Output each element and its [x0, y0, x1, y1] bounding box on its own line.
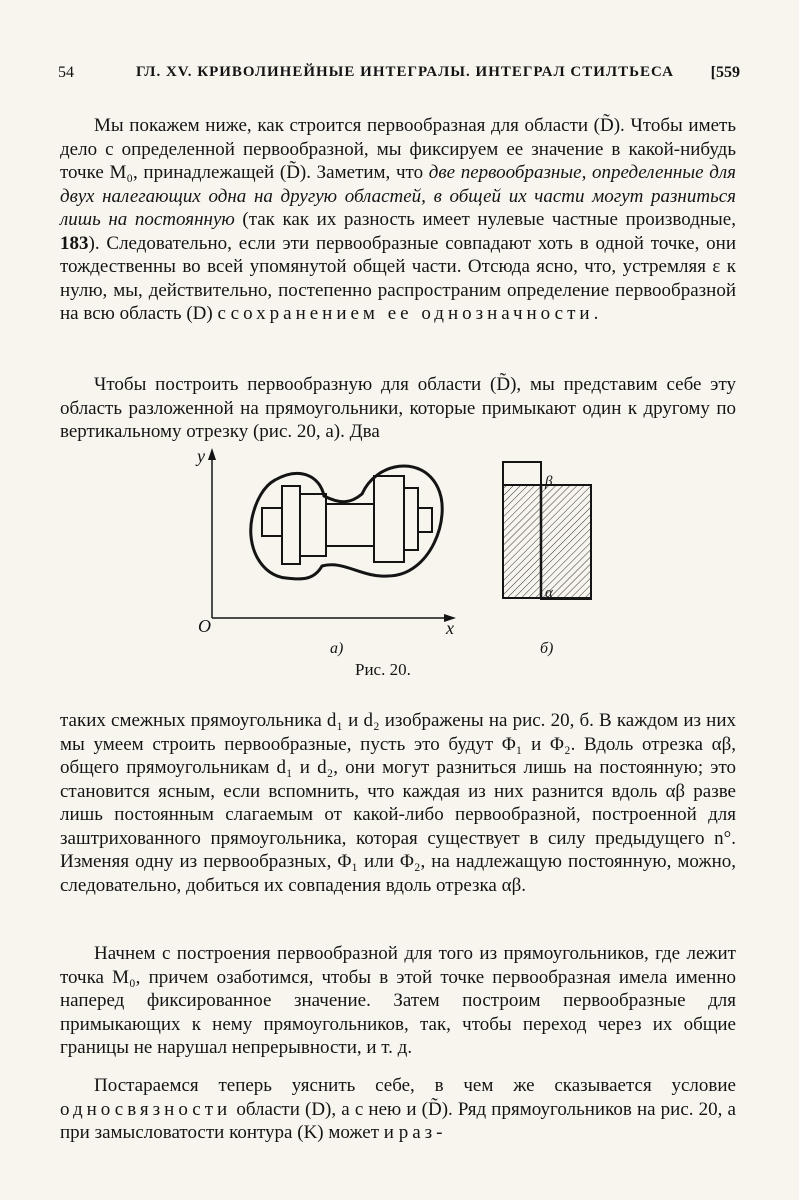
para5-spaced-word: односвязности: [60, 1098, 232, 1120]
para5-spaced-hyphen: раз-: [398, 1122, 447, 1143]
paragraph-2: [60, 373, 736, 444]
page-number: 54: [58, 64, 74, 81]
origin-label: O: [198, 616, 211, 636]
para1-text-c: (так как их разность имеет нулевые частные производные,: [234, 209, 736, 230]
para5-text-c: области (D), а с нею и (D̃). Ряд прямоугольников на рис. 20, а при замысловатости контура (K) может и: [60, 1098, 736, 1143]
region-rect: [418, 508, 432, 532]
figure-caption: Рис. 20.: [355, 660, 411, 679]
para1-italic-statement: две первообразные, определенные для двух налегающих одна на другую областей, в общей их части могут разниться лишь на постоянную: [60, 162, 736, 230]
paragraph-1: [60, 114, 736, 326]
region-rect: [262, 508, 282, 536]
region-rect: [404, 488, 418, 550]
axis-y-label: y: [197, 446, 205, 466]
paragraph-5: [60, 1074, 736, 1145]
paragraph-4: [60, 942, 736, 1060]
figure-b-label: б): [540, 640, 554, 657]
region-contour: [251, 466, 442, 579]
paragraph-3: [60, 709, 736, 897]
y-axis-arrow-icon: [208, 448, 216, 460]
axis-x-label: x: [446, 618, 454, 638]
point-beta-label: β: [545, 474, 553, 490]
para5-text-a: Постараемся теперь уяснить себе, в чем же сказывается условие: [94, 1075, 736, 1096]
para1-spaced-phrase: сохранением ее однозначности: [230, 303, 594, 324]
para4-text: Начнем с построения первообразной для того из прямоугольников, где лежит точка M₀, причем озаботимся, чтобы в этой точке первообразная имела именно наперед фиксированное значение. Затем построим первообразные для примыкающих к нему прямоугольников, так, чтобы переход через их общие границы не нарушал непрерывности, и т. д.: [60, 943, 736, 1058]
section-number: [559: [710, 64, 740, 81]
page-header: [58, 64, 740, 88]
para1-text-g: .: [593, 303, 599, 324]
running-title: ГЛ. XV. КРИВОЛИНЕЙНЫЕ ИНТЕГРАЛЫ. ИНТЕГРАЛ СТИЛТЬЕСА: [136, 64, 674, 80]
region-rect: [282, 486, 300, 564]
para1-reference: 183: [60, 232, 89, 254]
region-rect: [326, 504, 374, 546]
para1-text-a: Мы покажем ниже, как строится первообразная для области (D̃). Чтобы иметь дело с определенной первообразной, мы фиксируем ее значение в какой-нибудь точке M₀, принадлежащей (D̃). Заметим, что: [60, 115, 736, 183]
hatched-rectangle: [503, 485, 591, 598]
region-rect: [374, 476, 404, 562]
region-rect: [300, 494, 326, 556]
point-alpha-label: α: [545, 585, 553, 601]
figure-20: [190, 448, 610, 688]
para1-text-e: ). Следовательно, если эти первообразные совпадают хоть в одной точке, они тождественны во всей упомянутой общей части. Отсюда ясно, что, устремляя ε к нулю, мы, действительно, постепенно распространим определение первообразной на всю область (D) с: [60, 232, 736, 324]
para2-text: Чтобы построить первообразную для области (D̃), мы представим себе эту область разложенной на прямоугольники, которые примыкают один к другому по вертикальному отрезку (рис. 20, а). Два: [60, 374, 736, 442]
figure-a-label: а): [330, 640, 344, 657]
para3-text: таких смежных прямоугольника d₁ и d₂ изображены на рис. 20, б. В каждом из них мы умеем строить первообразные, пусть это будут Φ₁ и Φ₂. Вдоль отрезка αβ, общего прямоугольникам d₁ и d₂, они могут разниться лишь на постоянную; это становится ясным, если вспомнить, что каждая из них разнится вдоль αβ разве лишь постоянным слагаемым от какой-либо первообразной, построенной для заштрихованного прямоугольника, которая существует в силу предыдущего n°. Изменяя одну из первообразных, Φ₁ или Φ₂, на надлежащую постоянную, можно, следовательно, добиться их совпадения вдоль отрезка αβ.: [60, 710, 736, 896]
